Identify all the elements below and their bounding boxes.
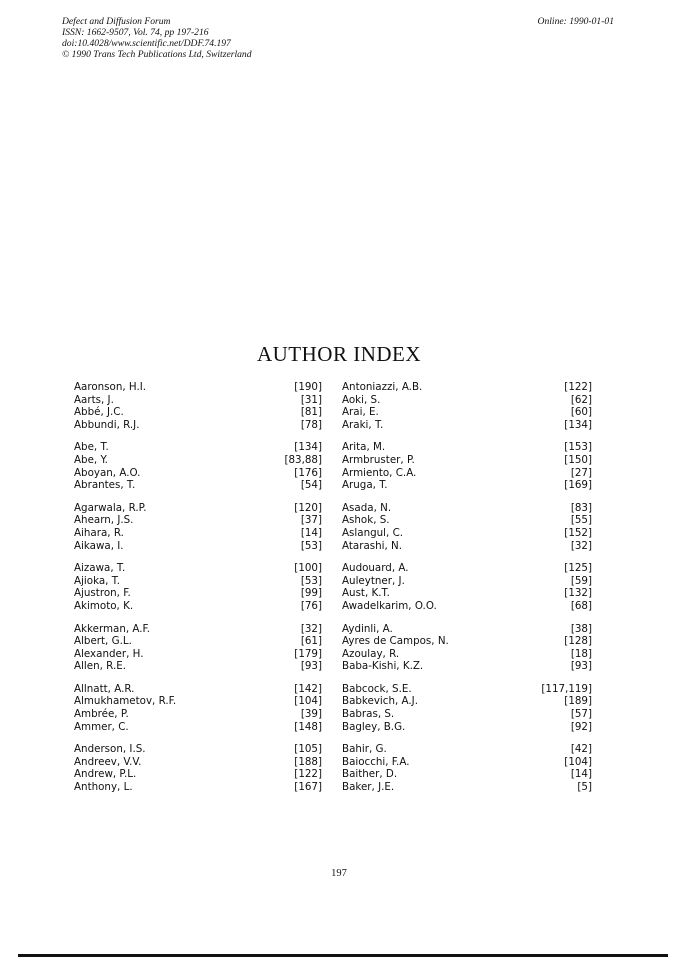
index-column-right <box>342 381 592 804</box>
author-name: Awadelkarim, O.O. <box>342 599 437 612</box>
index-entry <box>342 587 592 600</box>
index-entry <box>342 527 592 540</box>
index-entry <box>74 454 322 467</box>
author-name: Armbruster, P. <box>342 453 415 466</box>
author-name: Bagley, B.G. <box>342 720 406 733</box>
author-name: Aikawa, I. <box>74 539 124 552</box>
author-name: Alexander, H. <box>74 647 144 660</box>
author-name: Atarashi, N. <box>342 539 403 552</box>
author-name: Aruga, T. <box>342 479 388 492</box>
author-name: Almukhametov, R.F. <box>74 695 177 708</box>
reference-number: [5] <box>577 781 592 794</box>
author-name: Aoki, S. <box>342 393 381 406</box>
author-name: Aboyan, A.O. <box>74 466 141 479</box>
author-name: Azoulay, R. <box>342 647 400 660</box>
index-group <box>342 441 592 491</box>
reference-number: [176] <box>294 466 322 479</box>
author-name: Akimoto, K. <box>74 599 134 612</box>
reference-number: [62] <box>570 393 592 406</box>
author-name: Ammer, C. <box>74 720 129 733</box>
author-name: Baker, J.E. <box>342 781 395 794</box>
author-name: Aydinli, A. <box>342 622 393 635</box>
reference-number: [104] <box>564 755 592 768</box>
author-name: Baither, D. <box>342 768 398 781</box>
author-name: Allnatt, A.R. <box>74 682 135 695</box>
reference-number: [142] <box>294 682 322 695</box>
page-title: AUTHOR INDEX <box>256 342 422 366</box>
reference-number: [14] <box>300 526 322 539</box>
author-name: Abbé, J.C. <box>74 406 124 419</box>
journal-name: Defect and Diffusion Forum <box>62 16 171 27</box>
index-entry <box>74 660 322 673</box>
index-entry <box>74 683 322 696</box>
author-name: Abe, T. <box>74 441 109 454</box>
author-name: Ajioka, T. <box>74 574 121 587</box>
reference-number: [60] <box>570 406 592 419</box>
author-name: Akkerman, A.F. <box>74 622 151 635</box>
index-entry <box>342 479 592 492</box>
journal-doi: doi:10.4028/www.scientific.net/DDF.74.197 <box>62 38 231 49</box>
index-entry <box>342 381 592 394</box>
author-name: Anderson, I.S. <box>74 743 146 756</box>
reference-number: [53] <box>300 574 322 587</box>
reference-number: [152] <box>564 526 592 539</box>
index-entry <box>74 623 322 636</box>
index-entry <box>342 635 592 648</box>
reference-number: [93] <box>570 660 592 673</box>
index-group <box>342 381 592 431</box>
author-name: Aslangul, C. <box>342 526 404 539</box>
reference-number: [81] <box>300 406 322 419</box>
reference-number: [31] <box>300 393 322 406</box>
reference-number: [122] <box>564 381 592 393</box>
index-group <box>342 743 592 793</box>
reference-number: [83] <box>570 501 592 514</box>
reference-number: [32] <box>300 622 322 635</box>
index-entry <box>74 394 322 407</box>
reference-number: [134] <box>294 441 322 454</box>
author-name: Ahearn, J.S. <box>74 514 134 527</box>
reference-number: [99] <box>300 587 322 600</box>
author-name: Allen, R.E. <box>74 660 127 673</box>
index-entry <box>74 540 322 553</box>
reference-number: [42] <box>570 743 592 756</box>
journal-issn: ISSN: 1662-9507, Vol. 74, pp 197-216 <box>62 27 209 38</box>
reference-number: [57] <box>570 708 592 721</box>
index-entry <box>342 454 592 467</box>
index-entry <box>342 623 592 636</box>
page-number: 197 <box>331 868 347 879</box>
author-name: Audouard, A. <box>342 562 409 575</box>
index-entry <box>342 502 592 515</box>
index-entry <box>74 600 322 613</box>
footer-rule <box>18 954 668 957</box>
reference-number: [55] <box>570 514 592 527</box>
index-group <box>74 743 322 793</box>
reference-number: [105] <box>294 743 322 756</box>
author-name: Auleytner, J. <box>342 574 405 587</box>
reference-number: [68] <box>570 599 592 612</box>
author-name: Aarts, J. <box>74 393 114 406</box>
author-name: Abbundi, R.J. <box>74 418 140 431</box>
index-entry <box>342 721 592 734</box>
reference-number: [122] <box>294 768 322 781</box>
reference-number: [153] <box>564 441 592 454</box>
reference-number: [39] <box>300 708 322 721</box>
index-entry <box>74 587 322 600</box>
author-name: Aaronson, H.I. <box>74 381 147 393</box>
author-name: Antoniazzi, A.B. <box>342 381 423 393</box>
index-entry <box>74 721 322 734</box>
reference-number: [134] <box>564 418 592 431</box>
reference-number: [117,119] <box>541 682 592 695</box>
author-name: Ashok, S. <box>342 514 390 527</box>
reference-number: [53] <box>300 539 322 552</box>
index-entry <box>74 467 322 480</box>
author-name: Aizawa, T. <box>74 562 126 575</box>
index-group <box>74 562 322 612</box>
index-entry <box>74 562 322 575</box>
journal-copyright: © 1990 Trans Tech Publications Ltd, Switzerland <box>62 49 252 60</box>
reference-number: [37] <box>300 514 322 527</box>
reference-number: [76] <box>300 599 322 612</box>
index-group <box>74 502 322 552</box>
reference-number: [54] <box>300 479 322 492</box>
reference-number: [150] <box>564 453 592 466</box>
index-entry <box>74 695 322 708</box>
author-name: Albert, G.L. <box>74 635 132 648</box>
index-entry <box>74 527 322 540</box>
index-entry <box>74 756 322 769</box>
reference-number: [32] <box>570 539 592 552</box>
author-name: Araki, T. <box>342 418 384 431</box>
author-name: Arita, M. <box>342 441 386 454</box>
author-name: Ambrée, P. <box>74 708 129 721</box>
index-entry <box>74 381 322 394</box>
author-name: Asada, N. <box>342 501 392 514</box>
index-group <box>342 562 592 612</box>
index-entry <box>342 575 592 588</box>
index-entry <box>342 708 592 721</box>
reference-number: [18] <box>570 647 592 660</box>
author-name: Abrantes, T. <box>74 479 136 492</box>
index-entry <box>342 781 592 794</box>
reference-number: [38] <box>570 622 592 635</box>
journal-header <box>62 16 252 60</box>
author-name: Babras, S. <box>342 708 395 721</box>
reference-number: [59] <box>570 574 592 587</box>
author-name: Baiocchi, F.A. <box>342 755 410 768</box>
author-name: Anthony, L. <box>74 781 133 794</box>
author-name: Arai, E. <box>342 406 379 419</box>
index-group <box>342 683 592 733</box>
index-entry <box>74 781 322 794</box>
reference-number: [27] <box>570 466 592 479</box>
index-entry <box>342 683 592 696</box>
index-entry <box>342 514 592 527</box>
author-name: Agarwala, R.P. <box>74 501 147 514</box>
reference-number: [125] <box>564 562 592 575</box>
index-entry <box>342 648 592 661</box>
index-entry <box>74 635 322 648</box>
author-name: Baba-Kishi, K.Z. <box>342 660 424 673</box>
author-name: Abe, Y. <box>74 453 108 466</box>
index-entry <box>342 756 592 769</box>
index-group <box>342 623 592 673</box>
reference-number: [132] <box>564 587 592 600</box>
author-name: Bahir, G. <box>342 743 387 756</box>
reference-number: [78] <box>300 418 322 431</box>
reference-number: [120] <box>294 501 322 514</box>
reference-number: [83,88] <box>284 453 322 466</box>
index-entry <box>74 575 322 588</box>
author-name: Ajustron, F. <box>74 587 131 600</box>
index-entry <box>74 743 322 756</box>
index-entry <box>342 768 592 781</box>
index-group <box>74 441 322 491</box>
index-group <box>74 381 322 431</box>
index-entry <box>342 406 592 419</box>
reference-number: [93] <box>300 660 322 673</box>
author-name: Armiento, C.A. <box>342 466 417 479</box>
index-entry <box>342 562 592 575</box>
index-entry <box>342 441 592 454</box>
index-column-left <box>74 381 322 804</box>
reference-number: [179] <box>294 647 322 660</box>
reference-number: [100] <box>294 562 322 575</box>
index-entry <box>74 514 322 527</box>
author-name: Aihara, R. <box>74 526 124 539</box>
author-name: Aust, K.T. <box>342 587 390 600</box>
index-entry <box>342 600 592 613</box>
reference-number: [167] <box>294 781 322 794</box>
reference-number: [128] <box>564 635 592 648</box>
reference-number: [92] <box>570 720 592 733</box>
author-name: Ayres de Campos, N. <box>342 635 449 648</box>
index-entry <box>342 743 592 756</box>
index-entry <box>342 540 592 553</box>
author-name: Babcock, S.E. <box>342 682 412 695</box>
reference-number: [104] <box>294 695 322 708</box>
index-entry <box>74 419 322 432</box>
index-entry <box>74 708 322 721</box>
index-entry <box>74 441 322 454</box>
index-group <box>342 502 592 552</box>
reference-number: [14] <box>570 768 592 781</box>
index-entry <box>342 695 592 708</box>
reference-number: [190] <box>294 381 322 393</box>
index-entry <box>74 648 322 661</box>
index-entry <box>342 419 592 432</box>
index-entry <box>342 394 592 407</box>
online-date: Online: 1990-01-01 <box>537 16 614 27</box>
index-entry <box>74 768 322 781</box>
reference-number: [188] <box>294 755 322 768</box>
reference-number: [61] <box>300 635 322 648</box>
index-entry <box>342 660 592 673</box>
index-group <box>74 623 322 673</box>
index-entry <box>74 406 322 419</box>
index-entry <box>74 479 322 492</box>
author-name: Andrew, P.L. <box>74 768 137 781</box>
reference-number: [169] <box>564 479 592 492</box>
author-name: Babkevich, A.J. <box>342 695 418 708</box>
index-entry <box>342 467 592 480</box>
index-entry <box>74 502 322 515</box>
author-name: Andreev, V.V. <box>74 755 142 768</box>
reference-number: [148] <box>294 720 322 733</box>
index-group <box>74 683 322 733</box>
reference-number: [189] <box>564 695 592 708</box>
